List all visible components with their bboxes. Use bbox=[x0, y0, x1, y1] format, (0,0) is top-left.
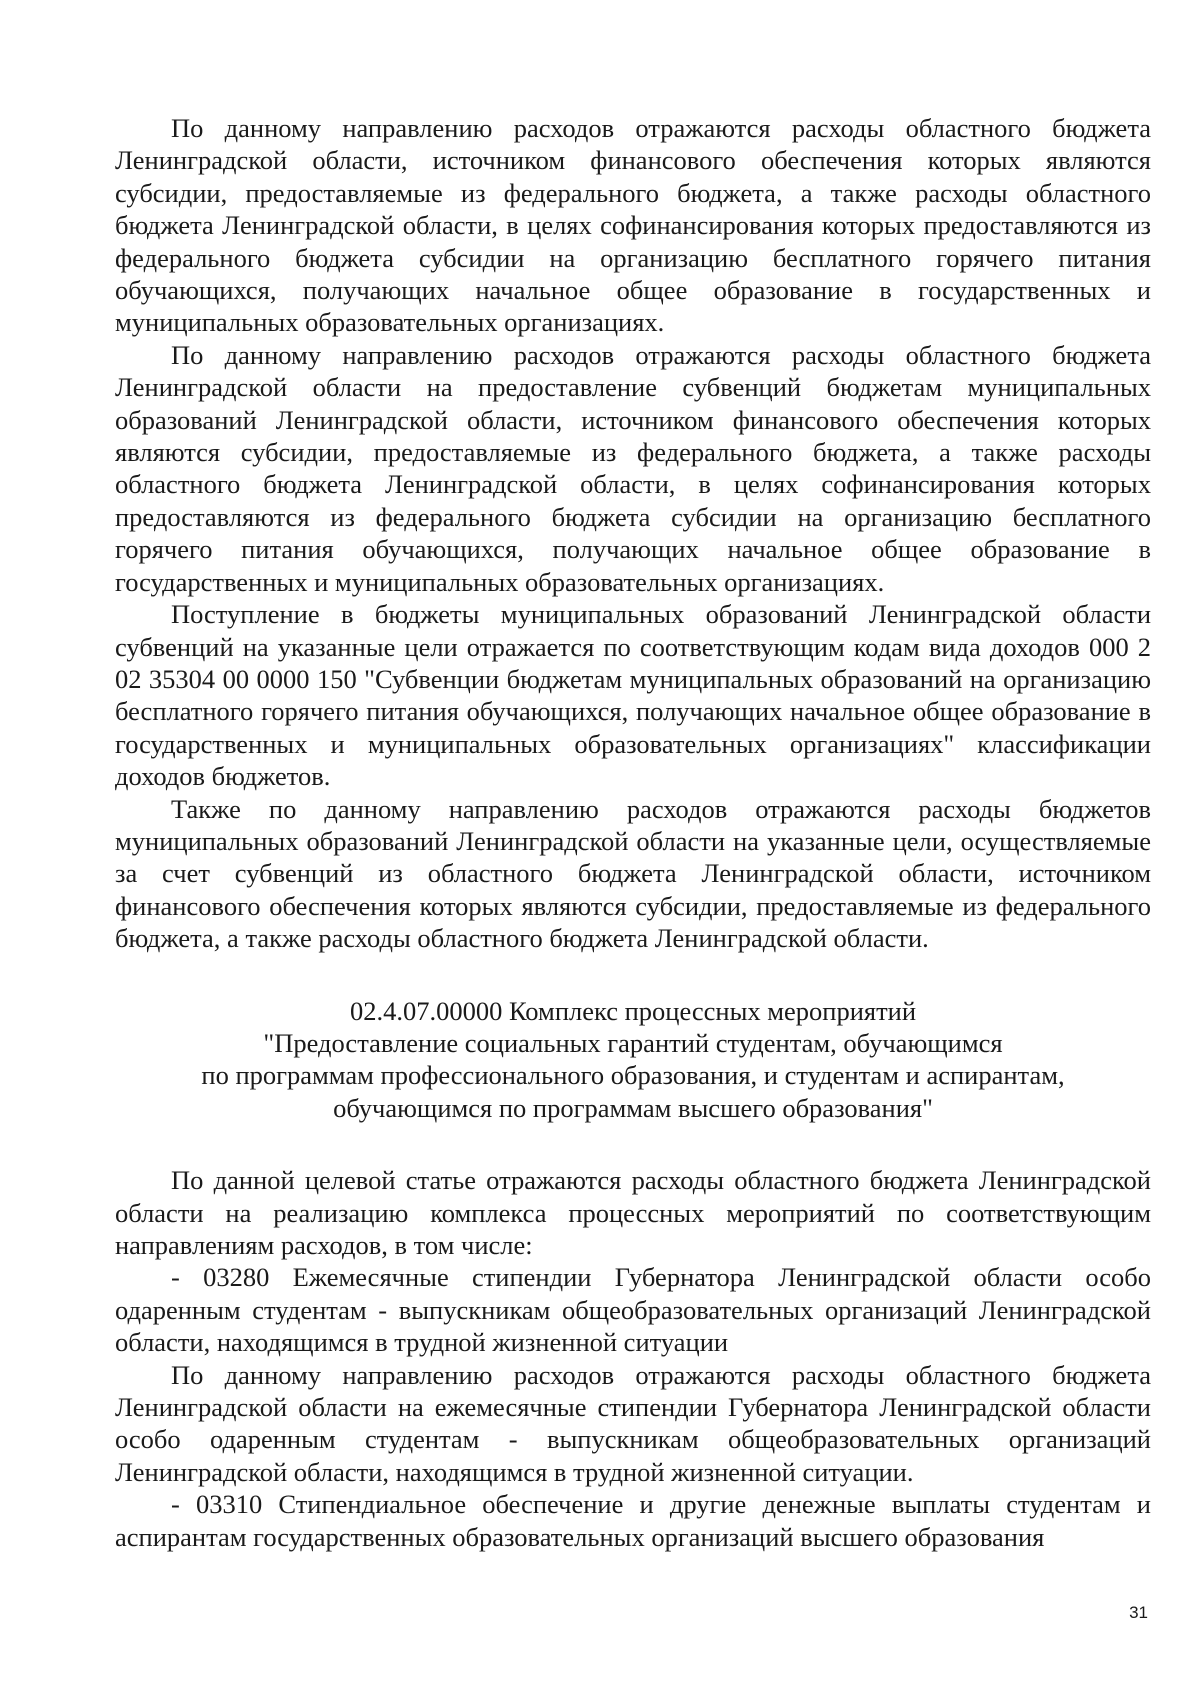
page-number: 31 bbox=[1129, 1603, 1148, 1622]
body-paragraph: По данному направлению расходов отражаются расходы областного бюджета Ленинградской области на ежемесячные стипендии Губернатора Ленинградской области особо одаренным студентам - выпускникам общеобразовательных организаций Ленинградской области, находящимся в трудной жизненной ситуации. bbox=[115, 1359, 1151, 1487]
body-paragraph: По данному направлению расходов отражаются расходы областного бюджета Ленинградской области на предоставление субвенций бюджетам муниципальных образований Ленинградской области, источником финансового обеспечения которых являются субсидии, предоставляемые из федерального бюджета, а также расходы областного бюджета Ленинградской области, в целях софинансирования которых предоставляются из федерального бюджета субсидии на организацию бесплатного горячего питания обучающихся, получающих начальное общее образование в государственных и муниципальных образовательных организациях. bbox=[115, 339, 1151, 597]
body-paragraph: Поступление в бюджеты муниципальных образований Ленинградской области субвенций на указанные цели отражается по соответствующим кодам вида доходов 000 2 02 35304 00 0000 150 "Субвенции бюджетам муниципальных образований на организацию бесплатного горячего питания обучающихся, получающих начальное общее образование в государственных и муниципальных образовательных организациях" классификации доходов бюджетов. bbox=[115, 599, 1151, 792]
body-paragraph: По данному направлению расходов отражаются расходы областного бюджета Ленинградской области, источником финансового обеспечения которых являются субсидии, предоставляемые из федерального бюджета, а также расходы областного бюджета Ленинградской области, в целях софинансирования которых предоставляются из федерального бюджета субсидии на организацию бесплатного горячего питания обучающихся, получающих начальное общее образование в государственных и муниципальных образовательных организациях. bbox=[115, 113, 1151, 338]
list-item-paragraph: - 03310 Стипендиальное обеспечение и другие денежные выплаты студентам и аспирантам государственных образовательных организаций высшего образования bbox=[115, 1489, 1151, 1552]
document-page bbox=[115, 112, 1151, 1553]
section-heading-line: 02.4.07.00000 Комплекс процессных мероприятий bbox=[349, 995, 917, 1026]
section-heading bbox=[115, 995, 1151, 1125]
section-heading-line: "Предоставление социальных гарантий студентам, обучающимся bbox=[263, 1027, 1003, 1058]
list-item-paragraph: - 03280 Ежемесячные стипендии Губернатора Ленинградской области особо одаренным студентам - выпускникам общеобразовательных организаций Ленинградской области, находящимся в трудной жизненной ситуации bbox=[115, 1262, 1151, 1358]
section-heading-line: по программам профессионального образования, и студентам и аспирантам, bbox=[201, 1060, 1065, 1091]
body-paragraph: По данной целевой статье отражаются расходы областного бюджета Ленинградской области на реализацию комплекса процессных мероприятий по соответствующим направлениям расходов, в том числе: bbox=[115, 1165, 1151, 1260]
section-heading-line: обучающимся по программам высшего образования" bbox=[333, 1092, 933, 1123]
body-paragraph: Также по данному направлению расходов отражаются расходы бюджетов муниципальных образований Ленинградской области на указанные цели, осуществляемые за счет субвенций из областного бюджета Ленинградской области, источником финансового обеспечения которых являются субсидии, предоставляемые из федерального бюджета, а также расходы областного бюджета Ленинградской области. bbox=[115, 793, 1151, 954]
